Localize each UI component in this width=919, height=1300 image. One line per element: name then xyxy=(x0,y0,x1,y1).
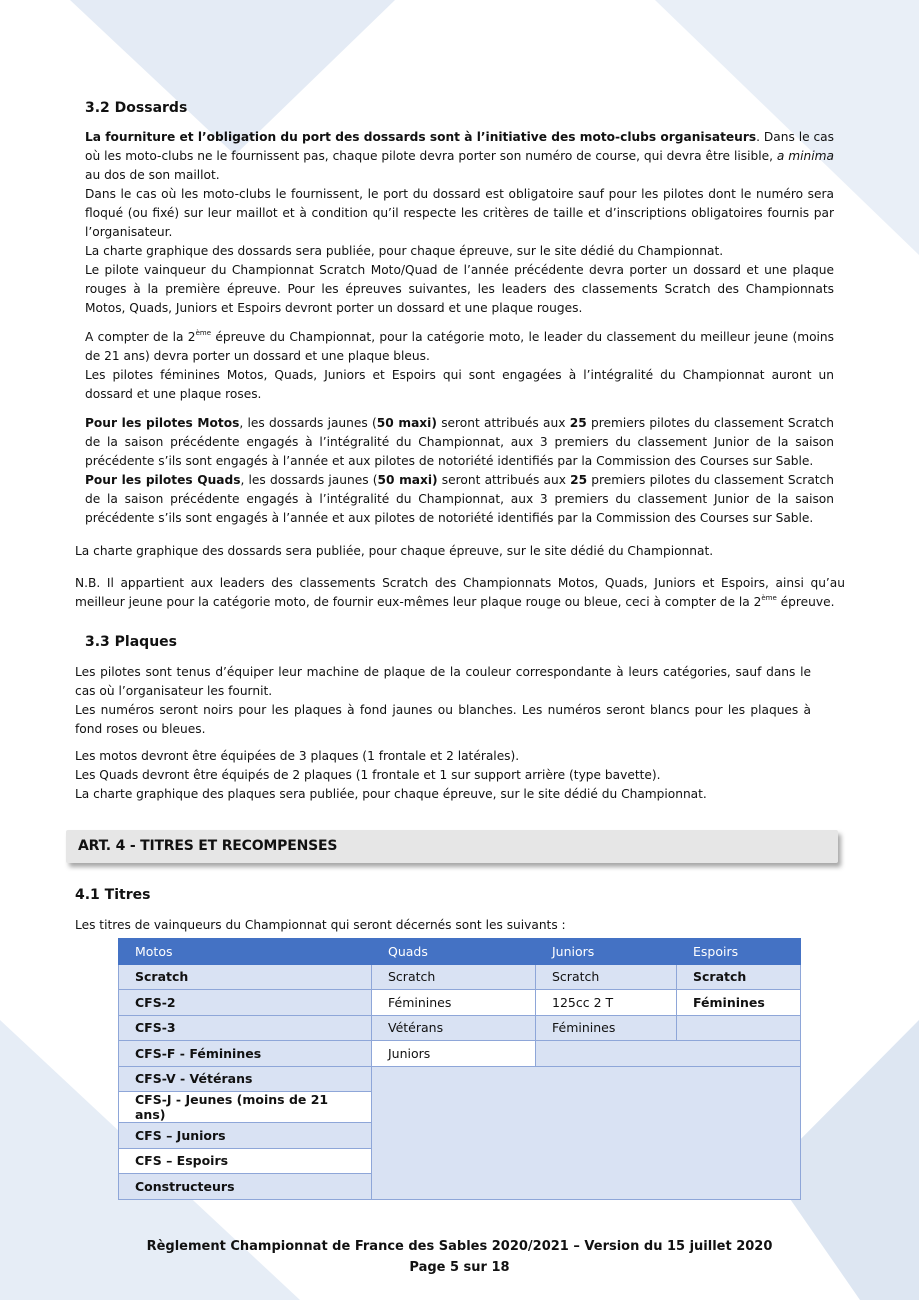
table-header-row xyxy=(119,939,801,965)
table-cell: 125cc 2 T xyxy=(536,990,677,1016)
plaques-block-2: Les motos devront être équipées de 3 plaques (1 frontale et 2 latérales). Les Quads devront être équipés de 2 plaques (1 frontale et 1 sur support arrière (type bavette). La charte graphique des plaques sera publiée, pour chaque épreuve, sur le site dédié du Championnat. xyxy=(75,749,707,801)
table-row xyxy=(119,964,801,990)
dossards-block-1: La fourniture et l’obligation du port des dossards sont à l’initiative des moto-clubs organisateurs. Dans le cas où les moto-clubs ne le fournissent pas, chaque pilote devra porter son numéro de course, qui devra être lisible, a minima au dos de son maillot. Dans le cas où les moto-clubs le fournissent, le port du dossard est obligatoire sauf pour les pilotes dont le numéro sera floqué (ou fixé) sur leur maillot et à condition qu’il respecte les critères de taille et d’inscriptions obligatoires fournis par l’organisateur. La charte graphique des dossards sera publiée, pour chaque épreuve, sur le site dédié du Championnat. Le pilote vainqueur du Championnat Scratch Moto/Quad de l’année précédente devra porter un dossard et une plaque rouges à la première épreuve. Pour les épreuves suivantes, les leaders des classements Scratch des Championnats Motos, Quads, Juniors et Espoirs devront porter un dossard et une plaque rouges. xyxy=(85,130,834,315)
dossards-nb: N.B. Il appartient aux leaders des classements Scratch des Championnats Motos, Quads, Juniors et Espoirs, ainsi qu’au meilleur jeune pour la catégorie moto, de fournir eux-mêmes leur plaque rouge ou bleue, ceci à compter de la 2ème épreuve. xyxy=(75,576,845,609)
header-quads: Quads xyxy=(372,939,536,965)
table-cell: Vétérans xyxy=(372,1015,536,1041)
table-row xyxy=(119,1041,801,1067)
footer-title: Règlement Championnat de France des Sables 2020/2021 – Version du 15 juillet 2020 xyxy=(146,1239,773,1254)
plaques-block-1: Les pilotes sont tenus d’équiper leur machine de plaque de la couleur correspondante à leurs catégories, sauf dans le cas où l’organisateur les fournit. Les numéros seront noirs pour les plaques à fond jaunes ou blanches. Les numéros seront blancs pour les plaques à fond roses ou bleues. xyxy=(75,665,811,736)
table-cell: CFS-J - Jeunes (moins de 21 ans) xyxy=(119,1092,372,1123)
table-cell: CFS – Juniors xyxy=(119,1123,372,1149)
table-cell: CFS – Espoirs xyxy=(119,1148,372,1174)
titles-intro: Les titres de vainqueurs du Championnat qui seront décernés sont les suivants : xyxy=(75,918,566,932)
table-cell: CFS-2 xyxy=(119,990,372,1016)
table-cell xyxy=(536,1041,801,1067)
dossards-charte: La charte graphique des dossards sera publiée, pour chaque épreuve, sur le site dédié du Championnat. xyxy=(75,544,714,558)
table-cell: Juniors xyxy=(372,1041,536,1067)
section-title-3-2: 3.2 Dossards xyxy=(85,100,188,116)
table-cell: CFS-V - Vétérans xyxy=(119,1066,372,1092)
table-row xyxy=(119,1066,801,1092)
table-empty-area xyxy=(372,1066,801,1199)
table-row xyxy=(119,1015,801,1041)
table-cell: Féminines xyxy=(536,1015,677,1041)
section-title-3-3: 3.3 Plaques xyxy=(85,634,177,650)
table-cell: Scratch xyxy=(677,964,801,990)
table-cell: Constructeurs xyxy=(119,1174,372,1200)
table-cell: Féminines xyxy=(677,990,801,1016)
dossards-block-2: A compter de la 2ème épreuve du Championnat, pour la catégorie moto, le leader du classement du meilleur jeune (moins de 21 ans) devra porter un dossard et une plaque bleus. Les pilotes féminines Motos, Quads, Juniors et Espoirs qui sont engagées à l’intégralité du Championnat auront un dossard et une plaque roses. xyxy=(85,328,834,401)
table-cell: CFS-3 xyxy=(119,1015,372,1041)
table-cell: Scratch xyxy=(536,964,677,990)
table-cell: CFS-F - Féminines xyxy=(119,1041,372,1067)
dossards-block-3: Pour les pilotes Motos, les dossards jaunes (50 maxi) seront attribués aux 25 premiers pilotes du classement Scratch de la saison précédente engagés à l’intégralité du Championnat, aux 3 premiers du classement Junior de la saison précédente s’ils sont engagés à l’année et aux pilotes de notoriété identifiés par la Commission des Courses sur Sable. Pour les pilotes Quads, les dossards jaunes (50 maxi) seront attribués aux 25 premiers pilotes du classement Scratch de la saison précédente engagés à l’intégralité du Championnat, aux 3 premiers du classement Junior de la saison précédente s’ils sont engagés à l’année et aux pilotes de notoriété identifiés par la Commission des Courses sur Sable. xyxy=(85,416,834,525)
section-title-4-1: 4.1 Titres xyxy=(75,887,151,903)
table-cell: Scratch xyxy=(119,964,372,990)
article-4-header: ART. 4 - TITRES ET RECOMPENSES xyxy=(66,830,838,863)
titles-table xyxy=(118,938,801,1200)
footer-page-number: Page 5 sur 18 xyxy=(409,1260,510,1275)
header-espoirs: Espoirs xyxy=(677,939,801,965)
header-juniors: Juniors xyxy=(536,939,677,965)
table-row xyxy=(119,990,801,1016)
table-cell: Scratch xyxy=(372,964,536,990)
table-cell xyxy=(677,1015,801,1041)
header-motos: Motos xyxy=(119,939,372,965)
table-cell: Féminines xyxy=(372,990,536,1016)
